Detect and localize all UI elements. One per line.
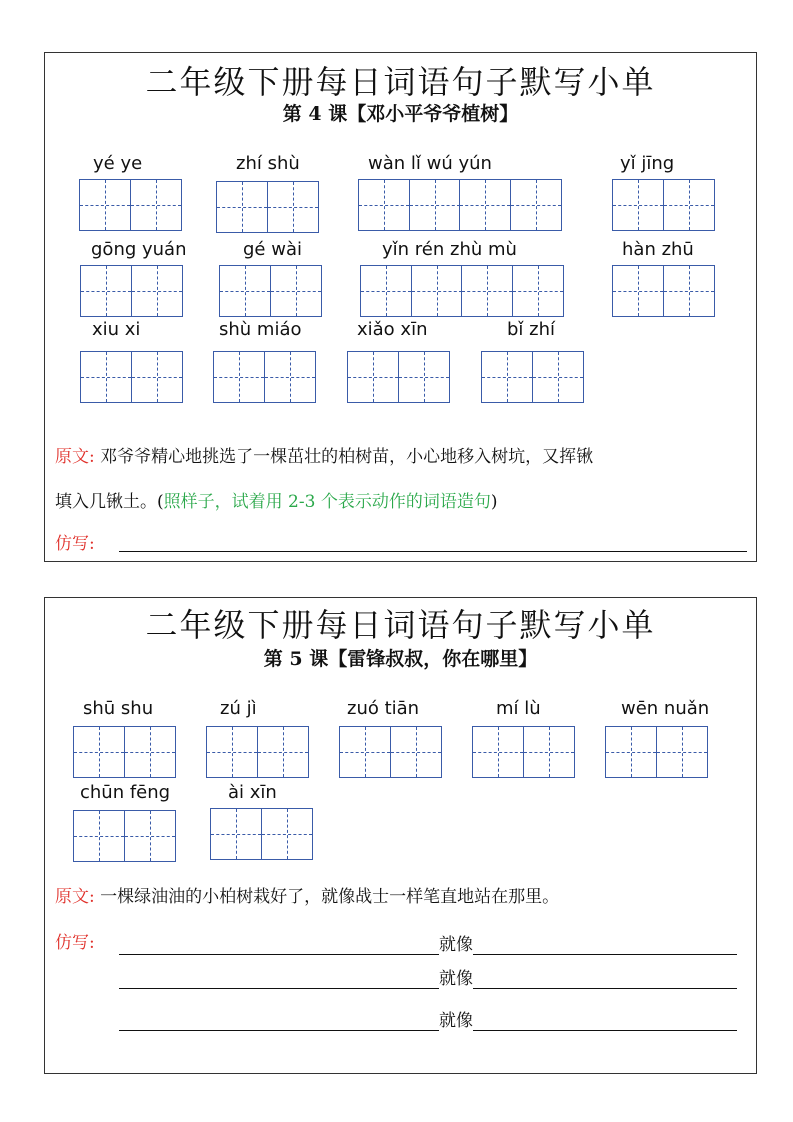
tianzige-cell[interactable] bbox=[124, 810, 176, 862]
pinyin-label: mí lù bbox=[496, 698, 541, 719]
answer-row bbox=[119, 930, 737, 955]
tianzige-cell[interactable] bbox=[481, 351, 533, 403]
writing-grid[interactable] bbox=[219, 265, 320, 317]
worksheet-title: 二年级下册每日词语句子默写小单 bbox=[145, 606, 656, 644]
tianzige-cell[interactable] bbox=[216, 181, 268, 233]
connector-text: 就像 bbox=[439, 969, 473, 989]
tianzige-cell[interactable] bbox=[663, 265, 715, 317]
tianzige-cell[interactable] bbox=[264, 351, 316, 403]
worksheet-lesson-4 bbox=[44, 52, 757, 562]
writing-grid[interactable] bbox=[347, 351, 448, 403]
tianzige-cell[interactable] bbox=[461, 265, 513, 317]
tianzige-cell[interactable] bbox=[390, 726, 442, 778]
answer-blank-right[interactable] bbox=[473, 968, 737, 989]
writing-grid[interactable] bbox=[339, 726, 440, 778]
worksheet-lesson-5 bbox=[44, 597, 757, 1074]
tianzige-cell[interactable] bbox=[73, 726, 125, 778]
pinyin-label: gé wài bbox=[243, 239, 302, 260]
imitate-row bbox=[55, 928, 95, 953]
writing-grid[interactable] bbox=[80, 265, 181, 317]
original-text-line bbox=[55, 882, 559, 907]
lesson-heading: 第 4 课【邓小平爷爷植树】 bbox=[282, 103, 519, 125]
tianzige-cell[interactable] bbox=[360, 265, 412, 317]
tianzige-cell[interactable] bbox=[206, 726, 258, 778]
tianzige-cell[interactable] bbox=[656, 726, 708, 778]
tianzige-cell[interactable] bbox=[347, 351, 399, 403]
writing-grid[interactable] bbox=[213, 351, 314, 403]
tianzige-cell[interactable] bbox=[612, 179, 664, 231]
tianzige-cell[interactable] bbox=[459, 179, 511, 231]
answer-line[interactable] bbox=[119, 531, 747, 552]
tianzige-cell[interactable] bbox=[510, 179, 562, 231]
writing-grid[interactable] bbox=[360, 265, 562, 317]
pinyin-label: shū shu bbox=[83, 698, 154, 719]
pinyin-label: chūn fēng bbox=[80, 782, 171, 803]
original-text: 一棵绿油油的小柏树栽好了，就像战士一样笔直地站在那里。 bbox=[100, 887, 560, 907]
tianzige-cell[interactable] bbox=[210, 808, 262, 860]
writing-grid[interactable] bbox=[79, 179, 180, 231]
tianzige-cell[interactable] bbox=[512, 265, 564, 317]
writing-grid[interactable] bbox=[612, 265, 713, 317]
pinyin-label: bǐ zhí bbox=[507, 319, 556, 340]
worksheet-title: 二年级下册每日词语句子默写小单 bbox=[145, 63, 656, 101]
lesson-heading: 第 5 课【雷锋叔叔，你在哪里】 bbox=[263, 648, 538, 670]
writing-grid[interactable] bbox=[80, 351, 181, 403]
pinyin-label: xiu xi bbox=[92, 319, 141, 340]
writing-grid[interactable] bbox=[481, 351, 582, 403]
pinyin-label: yǐ jīng bbox=[620, 153, 675, 174]
tianzige-cell[interactable] bbox=[358, 179, 410, 231]
writing-grid[interactable] bbox=[612, 179, 713, 231]
tianzige-cell[interactable] bbox=[398, 351, 450, 403]
tianzige-cell[interactable] bbox=[80, 351, 132, 403]
writing-grid[interactable] bbox=[73, 726, 174, 778]
tianzige-cell[interactable] bbox=[532, 351, 584, 403]
tianzige-cell[interactable] bbox=[411, 265, 463, 317]
tianzige-cell[interactable] bbox=[80, 265, 132, 317]
pinyin-label: shù miáo bbox=[219, 319, 302, 340]
original-text: 邓爷爷精心地挑选了一棵茁壮的柏树苗，小心地移入树坑，又挥锹 bbox=[100, 447, 594, 467]
tianzige-cell[interactable] bbox=[79, 179, 131, 231]
answer-blank-left[interactable] bbox=[119, 1010, 439, 1031]
tianzige-cell[interactable] bbox=[261, 808, 313, 860]
pinyin-label: gōng yuán bbox=[91, 239, 187, 260]
answer-row bbox=[119, 1006, 737, 1031]
answer-blank-right[interactable] bbox=[473, 1010, 737, 1031]
tianzige-cell[interactable] bbox=[130, 179, 182, 231]
tianzige-cell[interactable] bbox=[409, 179, 461, 231]
pinyin-label: zuó tiān bbox=[347, 698, 420, 719]
writing-grid[interactable] bbox=[605, 726, 706, 778]
pinyin-label: zú jì bbox=[220, 698, 257, 719]
tianzige-cell[interactable] bbox=[267, 181, 319, 233]
pinyin-label: wàn lǐ wú yún bbox=[368, 153, 492, 174]
original-label: 原文: bbox=[55, 447, 95, 467]
original-label: 原文: bbox=[55, 887, 95, 907]
answer-blank-right[interactable] bbox=[473, 934, 737, 955]
tianzige-cell[interactable] bbox=[472, 726, 524, 778]
writing-grid[interactable] bbox=[358, 179, 560, 231]
pinyin-label: ài xīn bbox=[228, 782, 277, 803]
instruction-text: 照样子，试着用 2-3 个表示动作的词语造句 bbox=[163, 492, 491, 512]
paren-close: ) bbox=[490, 492, 498, 512]
pinyin-label: wēn nuǎn bbox=[621, 698, 710, 719]
writing-grid[interactable] bbox=[216, 181, 317, 233]
answer-row bbox=[119, 964, 737, 989]
answer-blank-left[interactable] bbox=[119, 968, 439, 989]
writing-grid[interactable] bbox=[472, 726, 573, 778]
pinyin-label: yǐn rén zhù mù bbox=[382, 239, 517, 260]
tianzige-cell[interactable] bbox=[131, 351, 183, 403]
tianzige-cell[interactable] bbox=[131, 265, 183, 317]
connector-text: 就像 bbox=[439, 935, 473, 955]
tianzige-cell[interactable] bbox=[124, 726, 176, 778]
tianzige-cell[interactable] bbox=[663, 179, 715, 231]
original-text-line-1 bbox=[55, 442, 593, 467]
pinyin-label: xiǎo xīn bbox=[357, 319, 428, 340]
pinyin-label: hàn zhū bbox=[622, 239, 694, 260]
imitate-label: 仿写: bbox=[55, 534, 95, 554]
connector-text: 就像 bbox=[439, 1011, 473, 1031]
writing-grid[interactable] bbox=[210, 808, 311, 860]
writing-grid[interactable] bbox=[206, 726, 307, 778]
tianzige-cell[interactable] bbox=[219, 265, 271, 317]
tianzige-cell[interactable] bbox=[605, 726, 657, 778]
tianzige-cell[interactable] bbox=[612, 265, 664, 317]
pinyin-label: zhí shù bbox=[236, 153, 300, 174]
tianzige-cell[interactable] bbox=[339, 726, 391, 778]
tianzige-cell[interactable] bbox=[257, 726, 309, 778]
tianzige-cell[interactable] bbox=[73, 810, 125, 862]
pinyin-label: yé ye bbox=[93, 153, 143, 174]
original-text-continued: 填入几锹土。( bbox=[55, 492, 164, 512]
tianzige-cell[interactable] bbox=[270, 265, 322, 317]
imitate-label: 仿写: bbox=[55, 933, 95, 953]
original-text-line-2 bbox=[55, 487, 497, 512]
writing-grid[interactable] bbox=[73, 810, 174, 862]
tianzige-cell[interactable] bbox=[523, 726, 575, 778]
tianzige-cell[interactable] bbox=[213, 351, 265, 403]
answer-blank-left[interactable] bbox=[119, 934, 439, 955]
imitate-row bbox=[55, 529, 95, 554]
